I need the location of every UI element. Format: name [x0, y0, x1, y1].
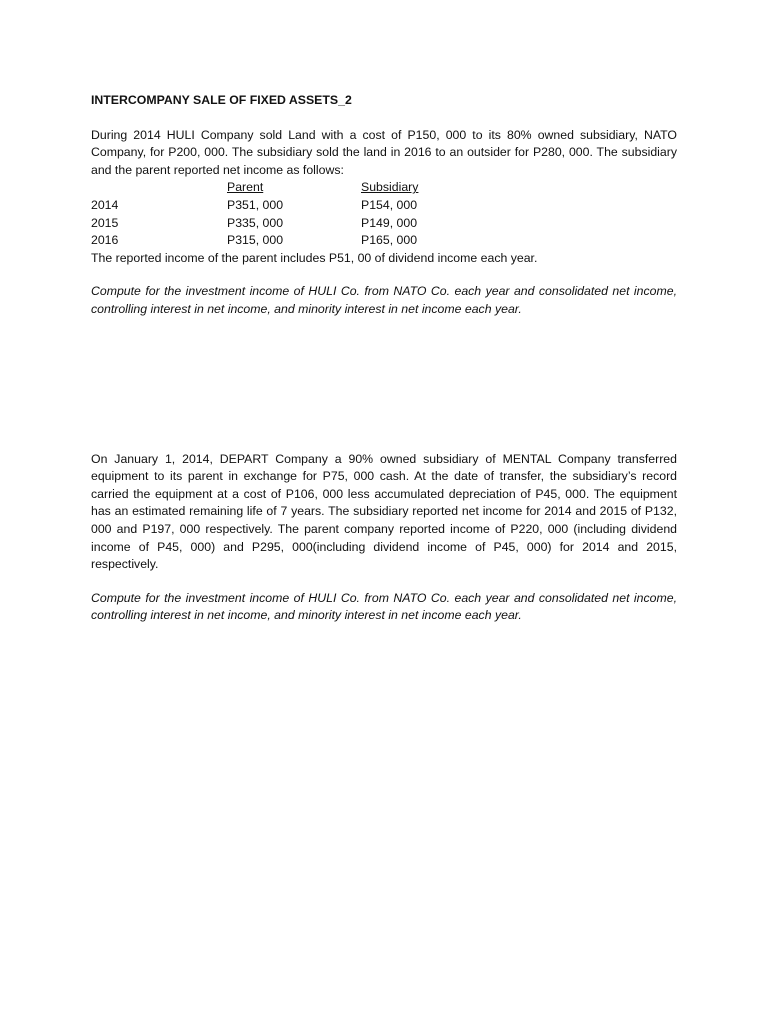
problem1-instruction: Compute for the investment income of HULI Co. from NATO Co. each year and consolidated net income, controlling interest in net income, and minority interest in net income each year.: [91, 284, 677, 316]
table-row: [91, 232, 481, 250]
table-cell-parent: P315, 000: [227, 233, 284, 248]
problem1-paragraph: During 2014 HULI Company sold Land with a cost of P150, 000 to its 80% owned subsidiary, NATO Company, for P200, 000. The subsidiary sold the land in 2016 to an outsider for P280, 000. The subsidiary and the parent reported net income as follows:: [91, 127, 677, 177]
document-page: [91, 92, 677, 625]
table-header-row: [91, 179, 481, 197]
table-header-parent: Parent: [227, 180, 264, 195]
table-cell-parent: P351, 000: [227, 197, 284, 212]
table-cell-year: 2014: [91, 197, 119, 212]
net-income-table: [91, 179, 481, 249]
problem2-instruction: Compute for the investment income of HULI Co. from NATO Co. each year and consolidated net income, controlling interest in net income, and minority interest in net income each year.: [91, 590, 677, 623]
problem1-note: The reported income of the parent includes P51, 00 of dividend income each year.: [91, 250, 538, 265]
table-cell-subsidiary: P149, 000: [361, 215, 418, 230]
table-row: [91, 215, 481, 233]
table-cell-parent: P335, 000: [227, 215, 284, 230]
table-cell-year: 2015: [91, 215, 119, 230]
table-header-cell: [91, 179, 227, 197]
table-header-subsidiary: Subsidiary: [361, 180, 419, 195]
table-row: [91, 197, 481, 215]
document-title: INTERCOMPANY SALE OF FIXED ASSETS_2: [91, 93, 352, 107]
table-cell-subsidiary: P165, 000: [361, 233, 418, 248]
problem2-paragraph: On January 1, 2014, DEPART Company a 90% owned subsidiary of MENTAL Company transferred equipment to its parent in exchange for P75, 000 cash. At the date of transfer, the subsidiary’s record carried the equipment at a cost of P106, 000 less accumulated depreciation of P45, 000. The equipment has an estimated remaining life of 7 years. The subsidiary reported net income for 2014 and 2015 of P132, 000 and P197, 000 respectively. The parent company reported income of P220, 000 (including dividend income of P45, 000) and P295, 000(including dividend income of P45, 000) for 2014 and 2015, respectively.: [91, 451, 677, 572]
table-cell-year: 2016: [91, 233, 119, 248]
section-spacer: [91, 319, 677, 451]
table-cell-subsidiary: P154, 000: [361, 197, 418, 212]
